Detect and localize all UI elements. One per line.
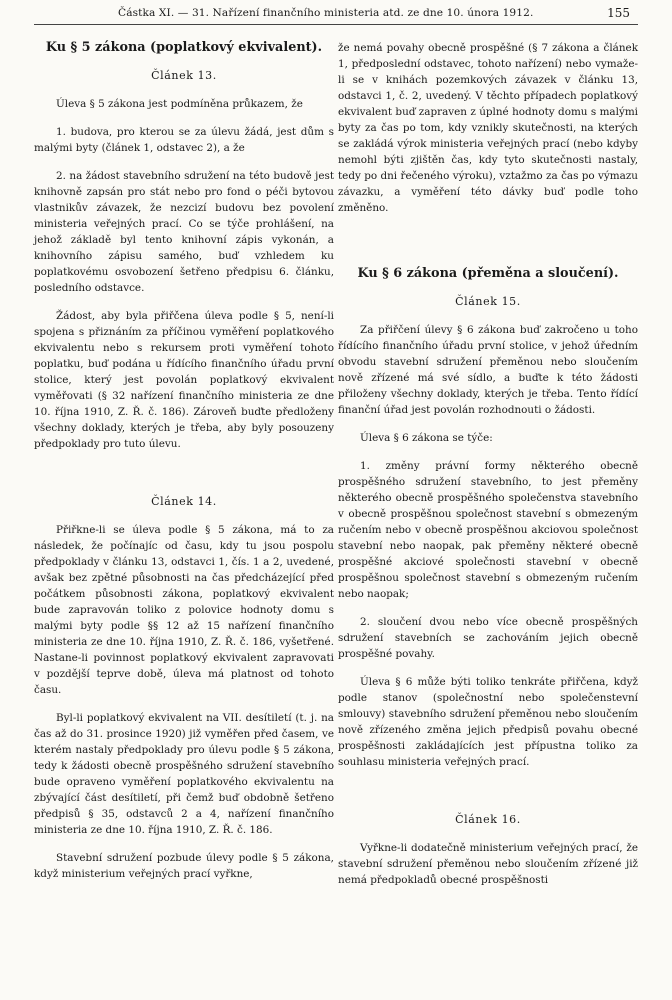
paragraph: Žádost, aby byla přiřčena úleva podle § 5, není-li spojena s přiznáním za příčinou vyměření poplatkového ekvivalentu nebo s rekursem proti vyměření tohoto poplatku, buď podána u řídícího finančního úřadu první stolice, který jest povolán poplatkový ekvivalent vyměřovati (§ 32 nařízení finančního ministeria ze dne 10. října 1910, Z. Ř. č. 186). Zároveň buďte předloženy všechny doklady, kterých je třeba, aby byly posouzeny předpoklady pro tuto úlevu. [34,310,334,450]
paragraph: Úleva § 5 zákona jest podmíněna průkazem, že [56,98,303,110]
paragraph: Stavební sdružení pozbude úlevy podle § 5 zákona, když ministerium veřejných prací vyřkne, [34,852,334,880]
page-header [0,5,672,23]
section-heading-6: Ku § 6 zákona (přeměna a sloučení). [357,266,619,281]
paragraph: Vyřkne-li dodatečně ministerium veřejných prací, že stavební sdružení přeměnou nebo sloučením zřízené již nemá předpokladů obecné prospěšnosti [338,842,638,886]
paragraph: že nemá povahy obecně prospěšné (§ 7 zákona a článek 1, předposlední odstavec, tohoto nařízení) nebo vymaže-li se v knihách pozemkových závazek v článku 13, odstavci 1, č. 2, uvedený. V těchto případech poplatkový ekvivalent buď zapraven z úplné hodnoty domu s malými byty za čas po tom, kdy vznikly skutečnosti, na kterých se zakládá výrok ministeria veřejných prací (nebo kdyby nemohl býti zjištěn čas, kdy tyto skutečnosti nastaly, tedy po dni řečeného výroku), vztažmo za čas po výmazu závazku, a vyměření této dávky buď podle toho změněno. [338,42,638,214]
paragraph: 2. sloučení dvou nebo více obecně prospěšných sdružení stavebních se zachováním jejich obecně prospěšné povahy. [338,616,638,660]
running-head: Částka XI. — 31. Nařízení finančního ministeria atd. ze dne 10. února 1912. [118,7,534,19]
paragraph: 1. budova, pro kterou se za úlevu žádá, jest dům s malými byty (článek 1, odstavec 2), a že [34,126,334,154]
paragraph: Za přiřčení úlevy § 6 zákona buď zakročeno u toho řídícího finančního úřadu první stolice, v jehož úředním obvodu stavební sdružení přeměnou nebo sloučením nově zřízené má své sídlo, a buďte k této žádosti přiloženy všechny doklady, kterých je třeba. Tento řídící finanční úřad jest povolán rozhodnouti o žádosti. [338,324,638,416]
paragraph: Byl-li poplatkový ekvivalent na VII. desítiletí (t. j. na čas až do 31. prosince 1920) již vyměřen před časem, ve kterém nastaly předpoklady pro úlevu podle § 5 zákona, tedy k žádosti obecně prospěšného sdružení stavebního bude opraveno vyměření poplatkového ekvivalentu na zbývající část desítiletí, při čemž buď obdobně šetřeno předpisů § 35, odstavců 2 a 4, nařízení finančního ministeria ze dne 10. října 1910, Z. Ř. č. 186. [34,712,334,836]
header-rule [34,24,638,25]
paragraph: 1. změny právní formy některého obecně prospěšného sdružení stavebního, to jest přeměny některého obecně prospěšného společenstva stavebního v obecně prospěšnou společnost stavební s obmezeným ručením nebo v obecně prospěšnou akciovou společnost stavební nebo naopak, pak přeměny některé obecně prospěšné akciové společnosti stavební v obecně prospěšnou společnost stavební s obmezeným ručením nebo naopak; [338,460,638,600]
section-heading-5: Ku § 5 zákona (poplatkový ekvivalent). [45,40,323,55]
article-16-heading: Článek 16. [455,813,521,826]
paragraph: 2. na žádost stavebního sdružení na této budově jest knihovně zapsán pro stát nebo pro fond o péči bytovou vlastnikův závazek, že nezcizí budovu bez povolení ministeria veřejných prací. Co se týče prohlášení, na jehož základě byl tento knihovní zápis vykonán, a knihovního zápisu samého, buď vzhledem ku poplatkovému osvobození šetřeno předpisu 6. článku, posledního odstavce. [34,170,334,294]
page-number: 155 [607,6,630,20]
paragraph: Úleva § 6 může býti toliko tenkráte přiřčena, když podle stanov (společnostní nebo společenstevní smlouvy) stavebního sdružení přeměnou nebo sloučením nově zřízeného změna jejich předpisů povahu obecné prospěšnosti zakládajících jest přípustna toliko za souhlasu ministeria veřejných prací. [338,676,638,768]
right-column [338,40,638,888]
article-13-heading: Článek 13. [151,69,217,82]
left-column [34,40,334,882]
paragraph: Úleva § 6 zákona se týče: [360,432,493,444]
article-15-heading: Článek 15. [455,295,521,308]
paragraph: Přiřkne-li se úleva podle § 5 zákona, má to za následek, že počínajíc od času, kdy tu jsou pospolu předpoklady v článku 13, odstavci 1, čís. 1 a 2, uvedené, avšak bez zpětné působnosti na čas předcházející před počátkem působnosti zákona, poplatkový ekvivalent bude zapravován toliko z polovice hodnoty domu s malými byty podle §§ 12 až 15 nařízení finančního ministeria ze dne 10. října 1910, Z. Ř. č. 186, vyšetřené. Nastane-li povinnost poplatkový ekvivalent zapravovati v pozdější teprve době, úleva má platnost od tohoto času. [34,524,334,696]
article-14-heading: Článek 14. [151,495,217,508]
